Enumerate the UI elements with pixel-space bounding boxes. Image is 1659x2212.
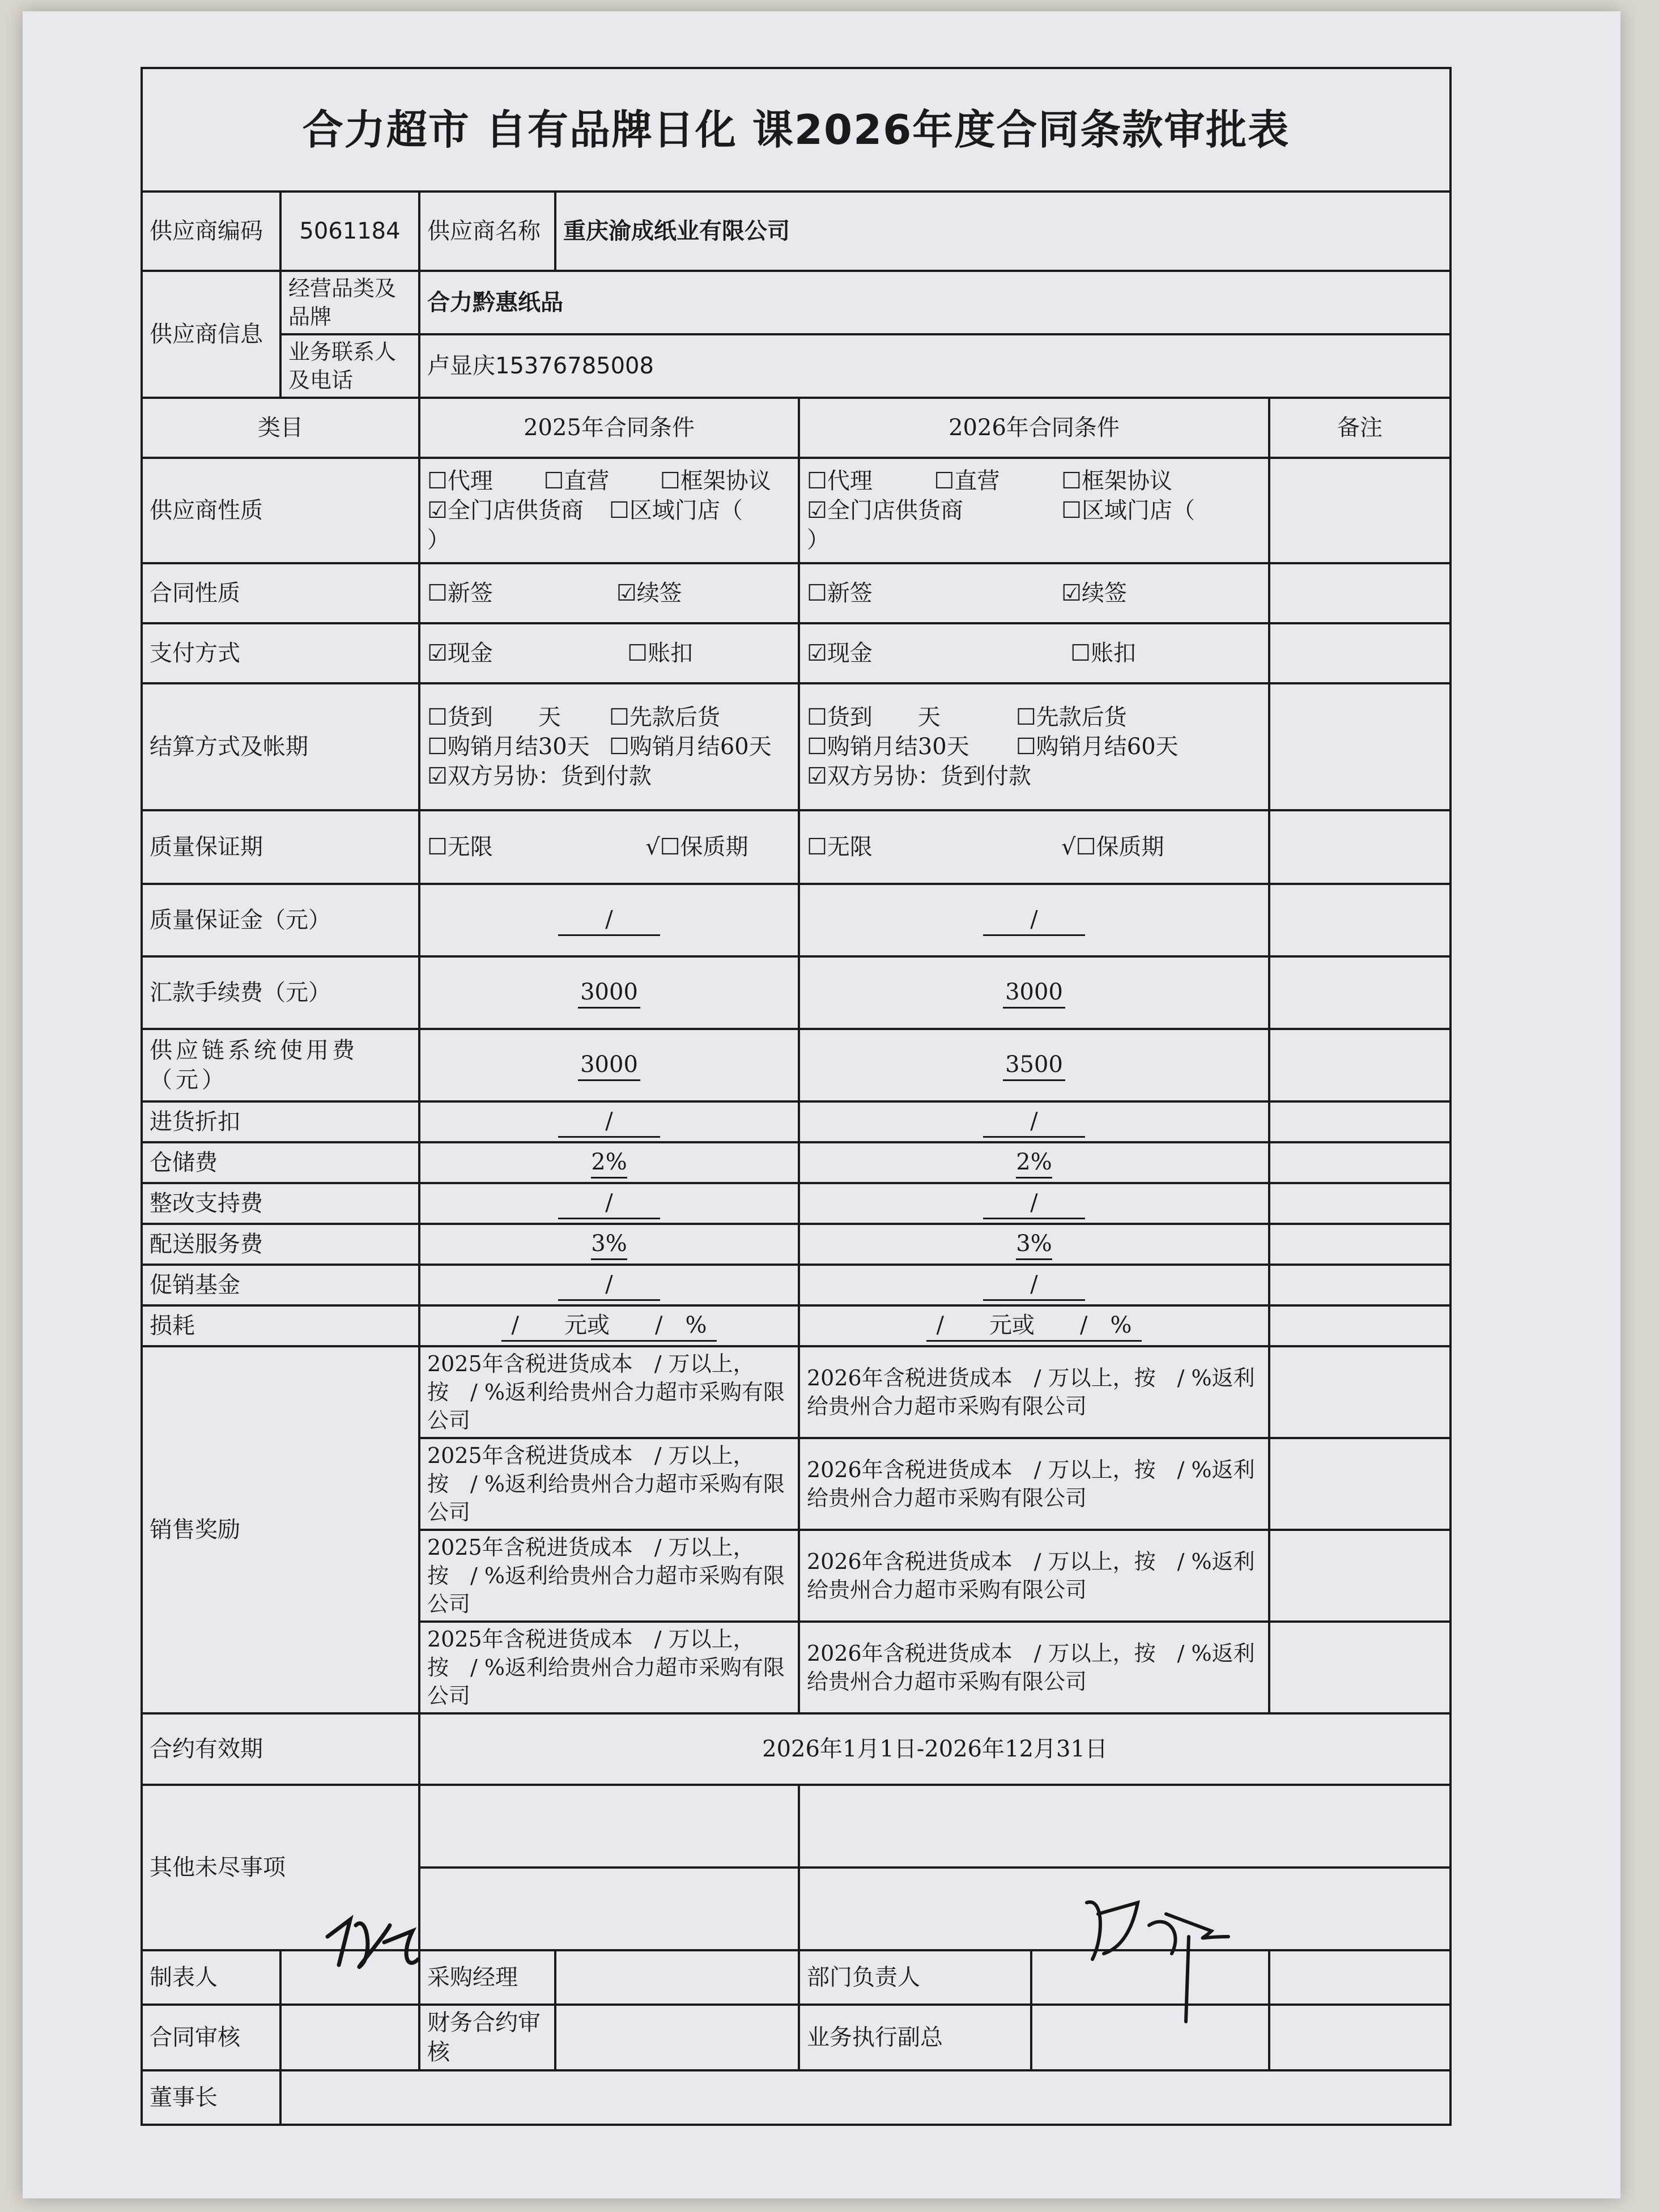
- nature-label: 供应商性质: [142, 458, 419, 563]
- checkbox-shelf-life[interactable]: √☐保质期: [1061, 834, 1164, 860]
- promo-label: 促销基金: [142, 1265, 419, 1305]
- category-value: 合力黔惠纸品: [419, 271, 1450, 334]
- maker-label: 制表人: [142, 1950, 280, 2005]
- promo-remark: [1269, 1265, 1450, 1305]
- checkbox-other-agreement[interactable]: ☑双方另协：货到付款: [807, 763, 1031, 789]
- other-cell: [799, 1868, 1450, 1950]
- purchase-mgr-signature-cell: [555, 1950, 799, 2005]
- nature-2026: [799, 458, 1269, 563]
- supplier-code: 5061184: [280, 192, 419, 271]
- delivery-2026: 3%: [1016, 1229, 1052, 1260]
- deposit-label: 质量保证金（元）: [142, 884, 419, 956]
- delivery-remark: [1269, 1224, 1450, 1265]
- checkbox-cash[interactable]: ☑现金: [427, 640, 493, 666]
- vp-label: 业务执行副总: [799, 2005, 1031, 2070]
- warranty-label: 质量保证期: [142, 810, 419, 884]
- sales-reward-2026: 2026年含税进货成本 / 万以上，按 / %返利给贵州合力超市采购有限公司: [799, 1438, 1269, 1530]
- supply-fee-label: 供应链系统使用费（元）: [142, 1029, 419, 1101]
- storage-remark: [1269, 1142, 1450, 1183]
- dept-head-label: 部门负责人: [799, 1950, 1031, 2005]
- supplier-name: 重庆渝成纸业有限公司: [555, 192, 1450, 271]
- vp-cell: [1031, 2005, 1269, 2070]
- remit-fee-2026: 3000: [1003, 977, 1065, 1009]
- contract-review-label: 合同审核: [142, 2005, 280, 2070]
- deposit-2026: /: [983, 905, 1085, 936]
- checkbox-new[interactable]: ☐新签: [427, 580, 493, 606]
- checkbox-prepay[interactable]: ☐先款后货: [609, 704, 720, 730]
- deposit-2025: /: [558, 905, 660, 936]
- delivery-label: 配送服务费: [142, 1224, 419, 1265]
- payment-2026: [799, 623, 1269, 683]
- nature-close-paren: ）: [807, 527, 829, 553]
- dept-head-signature-cell: [1031, 1950, 1269, 2005]
- discount-label: 进货折扣: [142, 1101, 419, 1142]
- discount-2025: /: [558, 1107, 660, 1138]
- discount-remark: [1269, 1101, 1450, 1142]
- sales-reward-2026: 2026年含税进货成本 / 万以上，按 / %返利给贵州合力超市采购有限公司: [799, 1622, 1269, 1713]
- supplier-name-label: 供应商名称: [419, 192, 555, 271]
- checkbox-unlimited[interactable]: ☐无限: [427, 834, 493, 860]
- rectify-2026: /: [983, 1188, 1085, 1219]
- checkbox-deduct[interactable]: ☐账扣: [627, 640, 693, 666]
- checkbox-monthly-60[interactable]: ☐购销月结60天: [609, 734, 772, 760]
- nature-close-paren: ）: [427, 527, 450, 553]
- finance-review-label: 财务合约审核: [419, 2005, 555, 2070]
- chairman-label: 董事长: [142, 2070, 280, 2125]
- maker-signature-cell: [280, 1950, 419, 2005]
- discount-2026: /: [983, 1107, 1085, 1138]
- deposit-remark: [1269, 884, 1450, 956]
- header-category: 类目: [142, 398, 419, 458]
- warranty-2025: [419, 810, 799, 884]
- dept-head-extra: [1269, 1950, 1450, 2005]
- rectify-remark: [1269, 1183, 1450, 1224]
- vp-extra: [1269, 2005, 1450, 2070]
- warranty-2026: [799, 810, 1269, 884]
- contact-label: 业务联系人及电话: [280, 334, 419, 398]
- checkbox-other-agreement[interactable]: ☑双方另协：货到付款: [427, 763, 652, 789]
- sales-reward-2025: 2025年含税进货成本 / 万以上，按 / %返利给贵州合力超市采购有限公司: [419, 1438, 799, 1530]
- checkbox-cash[interactable]: ☑现金: [807, 640, 873, 666]
- other-cell: [419, 1785, 799, 1868]
- sales-reward-remark: [1269, 1346, 1450, 1438]
- sales-reward-2025: 2025年含税进货成本 / 万以上，按 / %返利给贵州合力超市采购有限公司: [419, 1622, 799, 1713]
- chairman-cell: [280, 2070, 1450, 2125]
- checkbox-unlimited[interactable]: ☐无限: [807, 834, 873, 860]
- supply-fee-2025: 3000: [578, 1050, 640, 1081]
- promo-2025: /: [558, 1270, 660, 1301]
- settlement-remark: [1269, 683, 1450, 810]
- checkbox-deduct[interactable]: ☐账扣: [1070, 640, 1137, 666]
- warranty-remark: [1269, 810, 1450, 884]
- remit-fee-2025: 3000: [578, 977, 640, 1009]
- header-remark: 备注: [1269, 398, 1450, 458]
- validity-value: 2026年1月1日-2026年12月31日: [419, 1713, 1450, 1785]
- rectify-label: 整改支持费: [142, 1183, 419, 1224]
- contract-2026: [799, 563, 1269, 623]
- checkbox-renew[interactable]: ☑续签: [1061, 580, 1127, 606]
- sales-reward-remark: [1269, 1622, 1450, 1713]
- checkbox-cod-days[interactable]: ☐货到 天: [427, 704, 561, 730]
- other-label: 其他未尽事项: [142, 1785, 419, 1950]
- delivery-2025: 3%: [591, 1229, 627, 1260]
- loss-2026: / 元或 / %: [926, 1311, 1142, 1342]
- checkbox-shelf-life[interactable]: √☐保质期: [645, 834, 748, 860]
- checkbox-all-stores[interactable]: ☑全门店供货商: [427, 497, 584, 524]
- category-label: 经营品类及品牌: [280, 271, 419, 334]
- settlement-2025: [419, 683, 799, 810]
- checkbox-renew[interactable]: ☑续签: [616, 580, 682, 606]
- form-title: 合力超市 自有品牌日化 课2026年度合同条款审批表: [142, 68, 1450, 192]
- loss-label: 损耗: [142, 1305, 419, 1346]
- checkbox-monthly-30[interactable]: ☐购销月结30天: [427, 734, 590, 760]
- sales-reward-remark: [1269, 1438, 1450, 1530]
- other-cell: [419, 1868, 799, 1950]
- finance-review-cell: [555, 2005, 799, 2070]
- remit-fee-remark: [1269, 956, 1450, 1029]
- supplier-info-label: 供应商信息: [142, 271, 280, 398]
- checkbox-monthly-60[interactable]: ☐购销月结60天: [1015, 734, 1179, 760]
- rectify-2025: /: [558, 1188, 660, 1219]
- checkbox-all-stores[interactable]: ☑全门店供货商: [807, 497, 963, 524]
- contract-2025: [419, 563, 799, 623]
- checkbox-framework[interactable]: ☐框架协议: [1061, 468, 1172, 494]
- contract-remark: [1269, 563, 1450, 623]
- checkbox-framework[interactable]: ☐框架协议: [660, 468, 771, 494]
- supplier-code-label: 供应商编码: [142, 192, 280, 271]
- loss-remark: [1269, 1305, 1450, 1346]
- nature-2025: [419, 458, 799, 563]
- approval-table: [141, 67, 1452, 2126]
- sales-reward-label: 销售奖励: [142, 1346, 419, 1713]
- sales-reward-2026: 2026年含税进货成本 / 万以上，按 / %返利给贵州合力超市采购有限公司: [799, 1530, 1269, 1622]
- sales-reward-remark: [1269, 1530, 1450, 1622]
- payment-2025: [419, 623, 799, 683]
- loss-2025: / 元或 / %: [501, 1311, 717, 1342]
- checkbox-region-stores[interactable]: ☐区域门店（: [1061, 497, 1195, 524]
- header-2025: 2025年合同条件: [419, 398, 799, 458]
- settlement-label: 结算方式及帐期: [142, 683, 419, 810]
- validity-label: 合约有效期: [142, 1713, 419, 1785]
- other-cell: [799, 1785, 1450, 1868]
- checkbox-region-stores[interactable]: ☐区域门店（: [609, 497, 743, 524]
- checkbox-agent[interactable]: ☐代理: [427, 468, 493, 494]
- storage-2025: 2%: [591, 1147, 627, 1179]
- checkbox-monthly-30[interactable]: ☐购销月结30天: [807, 734, 969, 760]
- purchase-mgr-label: 采购经理: [419, 1950, 555, 2005]
- storage-2026: 2%: [1016, 1147, 1052, 1179]
- checkbox-new[interactable]: ☐新签: [807, 580, 873, 606]
- checkbox-cod-days[interactable]: ☐货到 天: [807, 704, 941, 730]
- supply-fee-remark: [1269, 1029, 1450, 1101]
- payment-remark: [1269, 623, 1450, 683]
- contract-label: 合同性质: [142, 563, 419, 623]
- payment-label: 支付方式: [142, 623, 419, 683]
- nature-remark: [1269, 458, 1450, 563]
- sales-reward-2026: 2026年含税进货成本 / 万以上，按 / %返利给贵州合力超市采购有限公司: [799, 1346, 1269, 1438]
- contact-value: 卢显庆15376785008: [419, 334, 1450, 398]
- storage-label: 仓储费: [142, 1142, 419, 1183]
- sales-reward-2025: 2025年含税进货成本 / 万以上，按 / %返利给贵州合力超市采购有限公司: [419, 1530, 799, 1622]
- settlement-2026: [799, 683, 1269, 810]
- contract-review-cell: [280, 2005, 419, 2070]
- checkbox-prepay[interactable]: ☐先款后货: [1015, 704, 1127, 730]
- header-2026: 2026年合同条件: [799, 398, 1269, 458]
- supply-fee-2026: 3500: [1003, 1050, 1065, 1081]
- sales-reward-2025: 2025年含税进货成本 / 万以上，按 / %返利给贵州合力超市采购有限公司: [419, 1346, 799, 1438]
- remit-fee-label: 汇款手续费（元）: [142, 956, 419, 1029]
- promo-2026: /: [983, 1270, 1085, 1301]
- checkbox-direct[interactable]: ☐直营: [543, 468, 610, 494]
- checkbox-agent[interactable]: ☐代理: [807, 468, 873, 494]
- checkbox-direct[interactable]: ☐直营: [934, 468, 1000, 494]
- approval-form: [141, 67, 1449, 2111]
